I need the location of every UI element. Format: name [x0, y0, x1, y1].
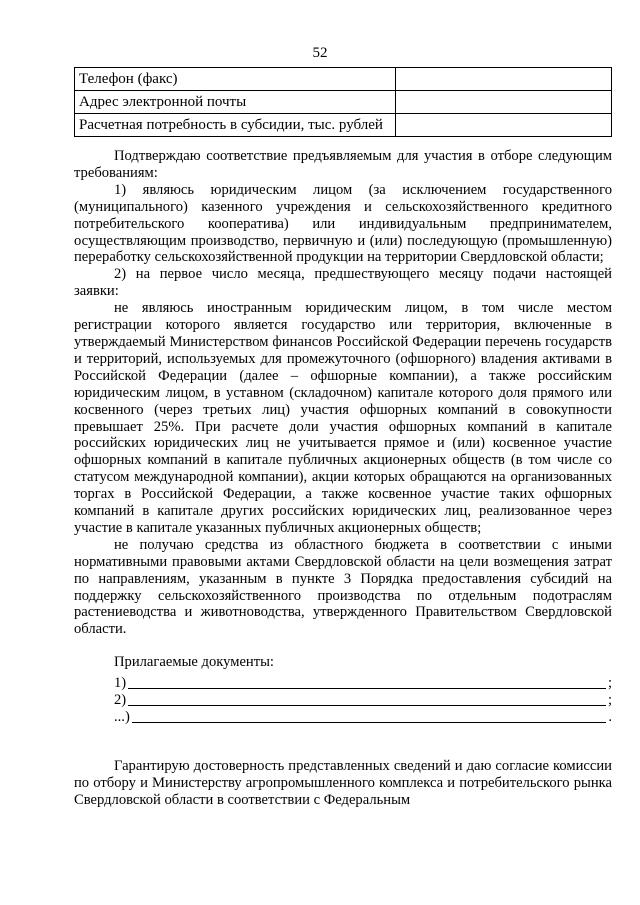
attachments-list: [114, 675, 612, 726]
attachment-suffix: ;: [607, 692, 612, 709]
table-cell-label: Расчетная потребность в субсидии, тыс. рублей: [75, 114, 396, 137]
table-cell-value: [396, 68, 612, 91]
attachment-line: [114, 692, 612, 709]
table-cell-value: [396, 91, 612, 114]
attachment-suffix: ;: [607, 675, 612, 692]
attachment-blank: [132, 722, 607, 723]
table-row: [75, 91, 612, 114]
attachment-number: 2): [114, 692, 127, 709]
attachment-blank: [128, 705, 606, 706]
table-cell-label: Адрес электронной почты: [75, 91, 396, 114]
attachment-line: [114, 675, 612, 692]
requirement-2: 2) на первое число месяца, предшествующего месяцу подачи настоящей заявки:: [74, 266, 612, 300]
attachment-number: ...): [114, 709, 130, 726]
table-row: [75, 114, 612, 137]
attachments-heading: Прилагаемые документы:: [114, 654, 274, 671]
attachment-line: [114, 709, 612, 726]
guarantee-statement: Гарантирую достоверность представленных сведений и даю согласие комиссии по отбору и Министерству агропромышленного комплекса и потребительского рынка Свердловской области в соответствии с Федеральным: [74, 758, 612, 808]
table-row: [75, 68, 612, 91]
attachment-number: 1): [114, 675, 127, 692]
document-body: [74, 148, 612, 809]
requirement-2-budget: не получаю средства из областного бюджета в соответствии с иными нормативными правовыми актами Свердловской области на цели возмещения затрат по направлениям, указанным в пункте 3 Порядка предоставления субсидий на поддержку сельскохозяйственного производства по отдельным подотраслям растениеводства и животноводства, утвержденного Правительством Свердловской области.: [74, 536, 612, 638]
page-number: 52: [312, 45, 328, 61]
requirement-1: 1) являюсь юридическим лицом (за исключением государственного (муниципального) казенного учреждения и сельскохозяйственного кредитного потребительского кооператива) или индивидуальным предпринимателем, осуществляющим производство, первичную и (или) последующую (промышленную) переработку сельскохозяйственной продукции на территории Свердловской области;: [74, 181, 612, 266]
requirement-2-offshore: не являюсь иностранным юридическим лицом, в том числе местом регистрации которого является государство или территория, включенные в утверждаемый Министерством финансов Российской Федерации перечень государств и территорий, используемых для промежуточного (офшорного) владения активами в Российской Федерации (далее – офшорные компании), а также российским юридическим лицом, в уставном (складочном) капитале которого доля прямого или косвенного (через третьих лиц) участия офшорных компаний в совокупности превышает 25%. При расчете доли участия офшорных компаний в капитале российских юридических лиц не учитывается прямое и (или) косвенное участие офшорных компаний в капитале публичных акционерных обществ (в том числе со статусом международной компании), акции которых обращаются на организованных торгах в Российской Федерации, а также косвенное участие таких офшорных компаний в капитале других российских юридических лиц, реализованное через участие в капитале указанных публичных акционерных обществ;: [74, 300, 612, 536]
table-cell-label: Телефон (факс): [75, 68, 396, 91]
confirmation-intro: Подтверждаю соответствие предъявляемым для участия в отборе следующим требованиям:: [74, 148, 612, 181]
applicant-info-table: [74, 67, 612, 137]
table-cell-value: [396, 114, 612, 137]
attachment-suffix: .: [608, 709, 612, 726]
attachment-blank: [128, 688, 606, 689]
